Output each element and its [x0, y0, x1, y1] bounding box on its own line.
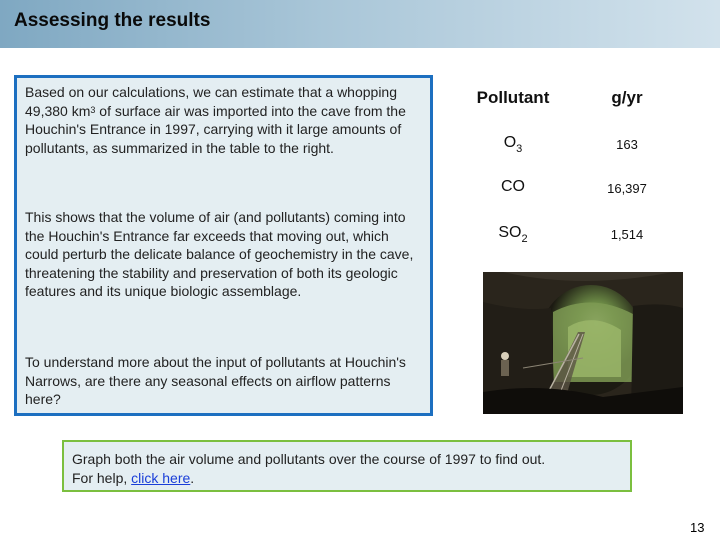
explanation-box — [14, 75, 433, 416]
paragraph-estimate — [25, 83, 425, 157]
click-here-link[interactable]: click here — [131, 470, 191, 486]
estimate-text-end: of surface air was imported into the cave from the Houchin's Entrance in 1997, carrying with it large amounts of pollutants, as summarized in the table to the right. — [25, 102, 406, 156]
pollutant-name: CO — [501, 178, 525, 195]
help-period: . — [190, 470, 195, 486]
help-text: For help, — [72, 470, 132, 486]
table-row — [456, 178, 684, 218]
paragraph-question: To understand more about the input of pollutants at Houchin's Narrows, are there any seasonal effects on airflow patterns here? — [25, 354, 406, 407]
slide-header — [0, 0, 720, 48]
page-number: 13 — [690, 520, 705, 535]
header-pollutant: Pollutant — [476, 88, 550, 107]
estimate-text-start: Based on our calculations, we can estimate that a whopping 49,380 km — [25, 84, 398, 119]
table-header-row — [456, 88, 684, 128]
pollutant-subscript: 2 — [521, 233, 528, 245]
table-row — [456, 134, 684, 174]
page-title: Assessing the results — [14, 10, 211, 31]
instruction-line: Graph both the air volume and pollutants over the course of 1997 to find out. — [72, 451, 546, 467]
pollutant-subscript: 3 — [516, 143, 523, 155]
header-gyr: g/yr — [611, 88, 643, 107]
paragraph-volume: This shows that the volume of air (and pollutants) coming into the Houchin's Entrance far exceeds that moving out, which could perturb the delicate balance of geochemistry in the cave, threatening the stability and preservation of both its geologic features and its unique biologic assemblage. — [25, 209, 414, 299]
instruction-box — [62, 440, 632, 492]
pollutant-name: $O_3$ — [503, 134, 523, 155]
help-line — [72, 469, 622, 488]
cubic-superscript: 3 — [90, 104, 96, 115]
pollutant-value: 16,397 — [607, 181, 647, 196]
pollutant-value: 1,514 — [610, 227, 644, 242]
pollutant-name: $SO_2$ — [498, 224, 528, 245]
cave-entrance-photo — [483, 272, 683, 414]
pollutant-value: 163 — [616, 137, 638, 152]
table-row — [456, 224, 684, 264]
